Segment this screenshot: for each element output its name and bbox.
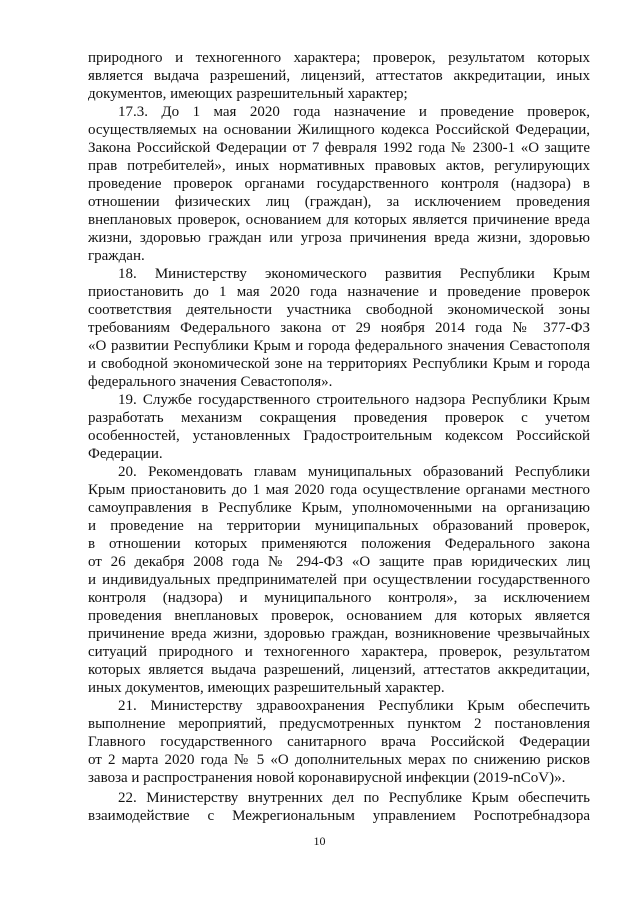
text-line: жизни, здоровью граждан или угроза причинения вреда жизни, здоровью xyxy=(88,230,590,246)
text-line: Крым приостановить до 1 мая 2020 года осуществление органами местного xyxy=(88,482,590,498)
text-line: самоуправления в Республике Крым, уполномоченными на организацию xyxy=(88,500,590,516)
paragraph-17-3-start: 17.3. До 1 мая 2020 года назначение и проведение проверок, xyxy=(118,104,590,120)
text-line: природного и техногенного характера; проверок, результатом которых xyxy=(88,50,590,66)
paragraph-22-start: 22. Министерству внутренних дел по Республике Крым обеспечить xyxy=(118,790,590,806)
paragraph-20-start: 20. Рекомендовать главам муниципальных образований Республики xyxy=(118,464,590,480)
text-line: и индивидуальных предпринимателей при осуществлении государственного xyxy=(88,572,590,588)
text-line: ситуаций природного и техногенного характера, проверок, результатом xyxy=(88,644,590,660)
text-line: выполнение мероприятий, предусмотренных пунктом 2 постановления xyxy=(88,716,590,732)
text-line: завоза и распространения новой коронавирусной инфекции (2019-nCoV)». xyxy=(88,770,566,786)
text-line: Главного государственного санитарного врача Российской Федерации xyxy=(88,734,590,750)
text-line: федерального значения Севастополя». xyxy=(88,374,333,390)
text-line: соответствия деятельности участника свободной экономической зоны xyxy=(88,302,590,318)
text-line: особенностей, установленных Градостроительным кодексом Российской xyxy=(88,428,590,444)
text-line: Федерации. xyxy=(88,446,163,462)
text-line: в отношении которых применяются положения Федерального закона xyxy=(88,536,590,552)
text-line: которых является выдача разрешений, лицензий, аттестатов аккредитации, xyxy=(88,662,590,678)
text-line: документов, имеющих разрешительный характер; xyxy=(88,86,408,102)
text-line: граждан. xyxy=(88,248,145,264)
text-line: приостановить до 1 мая 2020 года назначение и проведение проверок xyxy=(88,284,590,300)
text-line: контроля (надзора) и муниципального контроля», за исключением xyxy=(88,590,590,606)
text-line: отношении физических лиц (граждан), за исключением проведения xyxy=(88,194,590,210)
text-line: Закона Российской Федерации от 7 февраля 1992 года № 2300-1 «О защите xyxy=(88,140,590,156)
text-line: внеплановых проверок, основанием для которых является причинение вреда xyxy=(88,212,590,228)
text-line: требованиям Федерального закона от 29 ноября 2014 года № 377-ФЗ xyxy=(88,320,590,336)
text-line: иных документов, имеющих разрешительный характер. xyxy=(88,680,445,696)
text-line: является выдача разрешений, лицензий, аттестатов аккредитации, иных xyxy=(88,68,590,84)
text-line: причинение вреда жизни, здоровью граждан, возникновение чрезвычайных xyxy=(88,626,590,642)
text-line: от 26 декабря 2008 года № 294-ФЗ «О защите прав юридических лиц xyxy=(88,554,590,570)
text-line: от 2 марта 2020 года № 5 «О дополнительных мерах по снижению рисков xyxy=(88,752,590,768)
page-number: 10 xyxy=(313,834,326,848)
text-line: прав потребителей», иных нормативных правовых актов, регулирующих xyxy=(88,158,590,174)
paragraph-18-start: 18. Министерству экономического развития Республики Крым xyxy=(118,266,590,282)
text-line: проведения внеплановых проверок, основанием для которых является xyxy=(88,608,590,624)
text-line: и проведение на территории муниципальных образований проверок, xyxy=(88,518,590,534)
text-line: разработать механизм сокращения проведения проверок с учетом xyxy=(88,410,590,426)
paragraph-19-start: 19. Службе государственного строительного надзора Республики Крым xyxy=(118,392,590,408)
text-line: проведение проверок органами государственного контроля (надзора) в xyxy=(88,176,590,192)
text-line: осуществляемых на основании Жилищного кодекса Российской Федерации, xyxy=(88,122,590,138)
text-line: «О развитии Республики Крым и города федерального значения Севастополя xyxy=(88,338,590,354)
text-line: и свободной экономической зоне на территориях Республики Крым и города xyxy=(88,356,590,372)
text-line: взаимодействие с Межрегиональным управлением Роспотребнадзора xyxy=(88,808,590,824)
paragraph-21-start: 21. Министерству здравоохранения Республики Крым обеспечить xyxy=(118,698,590,714)
